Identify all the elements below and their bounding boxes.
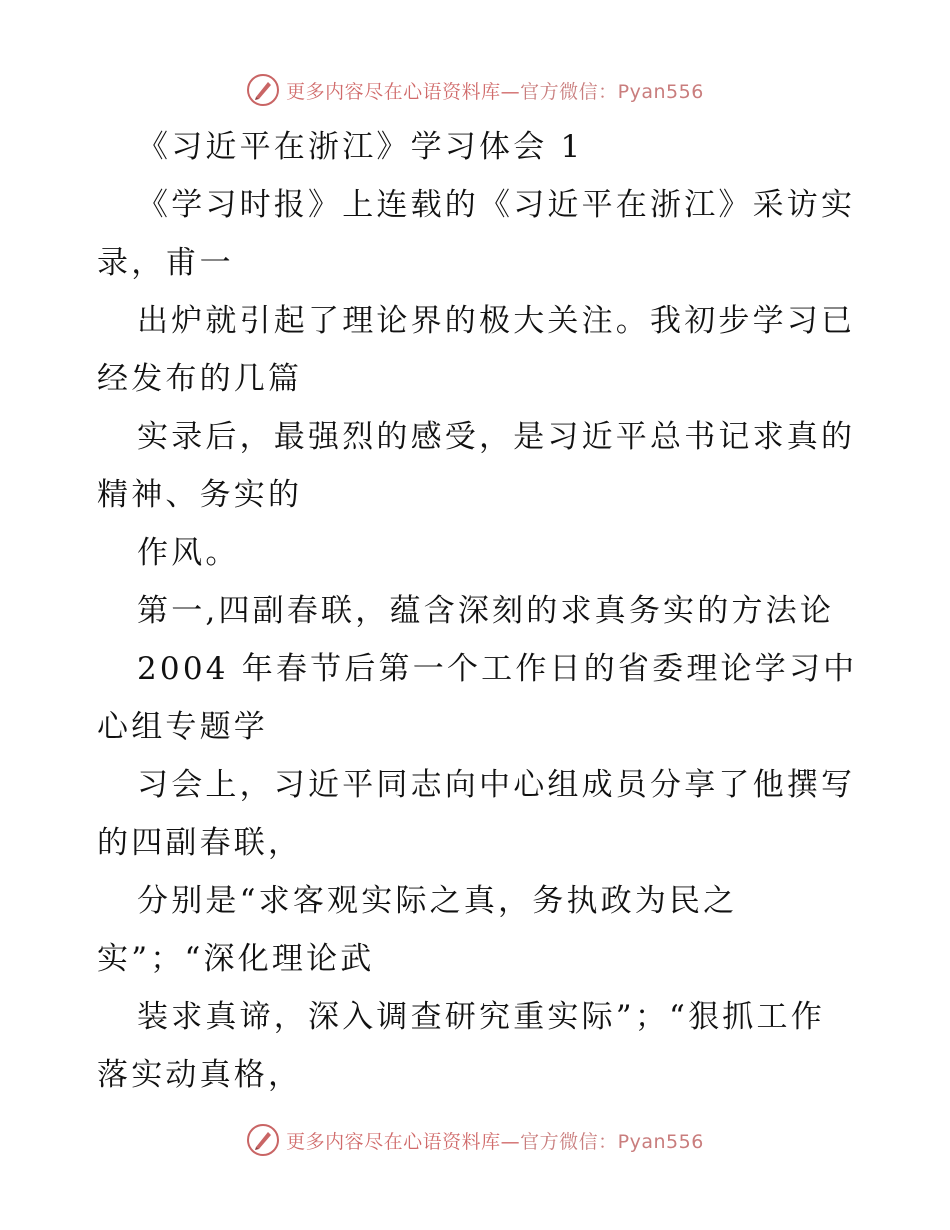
text-line: 2004 年春节后第一个工作日的省委理论学习中	[137, 651, 857, 687]
header-watermark	[0, 70, 950, 110]
text-line: 习会上，习近平同志向中心组成员分享了他撰写	[137, 767, 856, 803]
text-line: 的四副春联，	[97, 825, 303, 861]
pen-logo-icon	[246, 1123, 280, 1157]
text-line: 《学习时报》上连载的《习近平在浙江》采访实	[137, 187, 856, 223]
watermark-contact: 官方微信：Pyan556	[520, 1130, 704, 1153]
watermark-text: 更多内容尽在心语资料库—	[286, 80, 521, 103]
pen-logo-icon	[246, 73, 280, 107]
text-line: 精神、务实的	[97, 477, 303, 513]
text-line: 实”；“深化理论武	[97, 941, 375, 977]
text-line: 作风。	[137, 535, 240, 571]
text-line: 第一,四副春联，蕴含深刻的求真务实的方法论	[137, 593, 835, 629]
text-line: 心组专题学	[97, 709, 268, 745]
text-line: 落实动真格，	[97, 1057, 303, 1093]
watermark-text: 更多内容尽在心语资料库—	[286, 1130, 521, 1153]
text-line: 实录后，最强烈的感受，是习近平总书记求真的	[137, 419, 856, 455]
watermark-contact: 官方微信：Pyan556	[520, 80, 704, 103]
text-line: 《习近平在浙江》学习体会 1	[137, 129, 584, 165]
text-line: 装求真谛，深入调查研究重实际”；“狠抓工作	[137, 999, 825, 1035]
text-line: 分别是“求客观实际之真，务执政为民之	[137, 883, 738, 919]
footer-watermark	[0, 1120, 950, 1160]
text-line: 录，甫一	[97, 245, 234, 281]
text-line: 经发布的几篇	[97, 361, 303, 397]
document-body	[97, 118, 857, 1104]
text-line: 出炉就引起了理论界的极大关注。我初步学习已	[137, 303, 856, 339]
